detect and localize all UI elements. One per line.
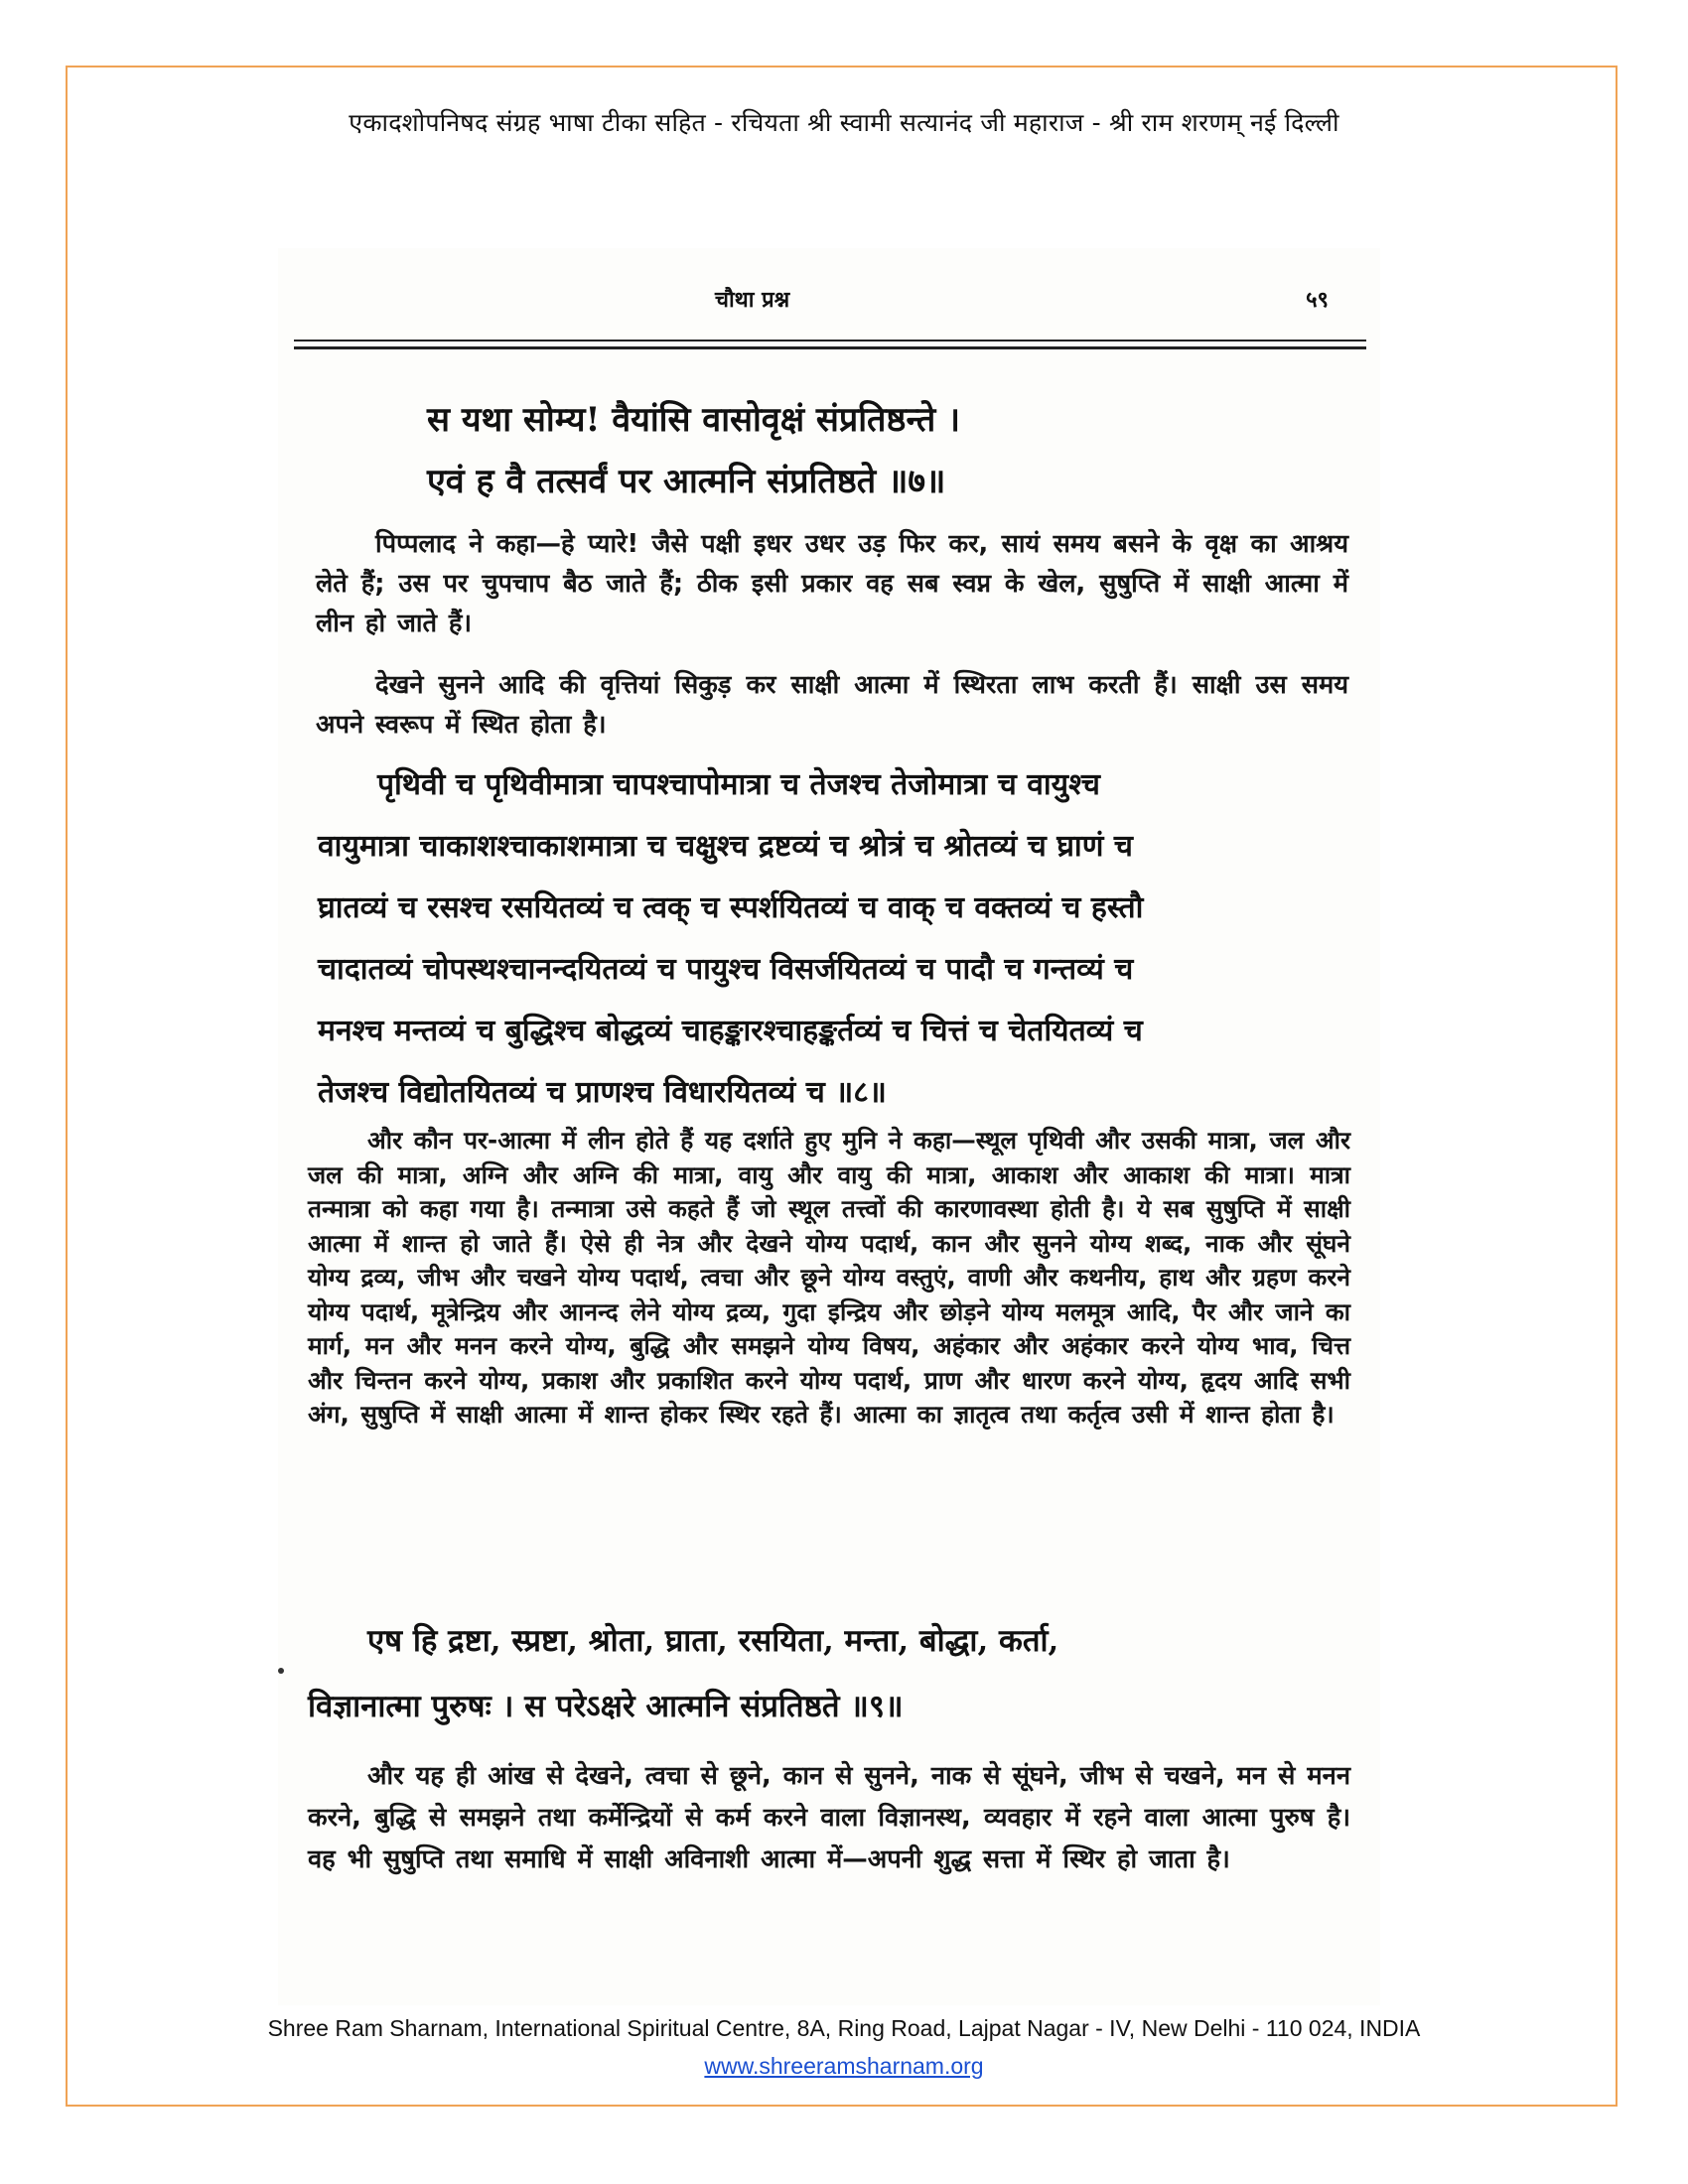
running-head: चौथा प्रश्न <box>715 288 790 313</box>
page-number: ५९ <box>1306 288 1329 313</box>
verse-line: पृथिवी च पृथिवीमात्रा चापश्चापोमात्रा च तेजश्च तेजोमात्रा च वायुश्च <box>377 767 1100 802</box>
verse-line: स यथा सोम्य! वैयांसि वासोवृक्षं संप्रतिष्ठन्ते । <box>427 400 961 440</box>
scan-speck <box>278 1668 284 1674</box>
footer-website <box>0 2053 1688 2080</box>
verse-8 <box>318 754 1143 1124</box>
verse-line: वायुमात्रा चाकाशश्चाकाशमात्रा च चक्षुश्च द्रष्टव्यं च श्रोत्रं च श्रोतव्यं च घ्राणं च <box>318 829 1133 864</box>
commentary-paragraph: और कौन पर-आत्मा में लीन होते हैं यह दर्शाते हुए मुनि ने कहा—स्थूल पृथिवी और उसकी मात्रा, जल और जल की मात्रा, अग्नि और अग्नि की मात्रा, वायु और वायु की मात्रा, आकाश और आकाश की मात्रा। मात्रा तन्मात्रा को कहा गया है। तन्मात्रा उसे कहते हैं जो स्थूल तत्त्वों की कारणावस्था होती है। ये सब सुषुप्ति में साक्षी आत्मा में शान्त हो जाते हैं। ऐसे ही नेत्र और देखने योग्य पदार्थ, कान और सुनने योग्य शब्द, नाक और सूंघने योग्य द्रव्य, जीभ और चखने योग्य पदार्थ, त्वचा और छूने योग्य वस्तुएं, वाणी और कथनीय, हाथ और ग्रहण करने योग्य पदार्थ, मूत्रेन्द्रिय और आनन्द लेने योग्य द्रव्य, गुदा इन्द्रिय और छोड़ने योग्य मलमूत्र आदि, पैर और जाने का मार्ग, मन और मनन करने योग्य, बुद्धि और समझने योग्य विषय, अहंकार और अहंकार करने योग्य भाव, चित्त और चिन्तन करने योग्य, प्रकाश और प्रकाशित करने योग्य पदार्थ, प्राण और धारण करने योग्य, हृदय आदि सभी अंग, सुषुप्ति में साक्षी आत्मा में शान्त होकर स्थिर रहते हैं। आत्मा का ज्ञातृत्व तथा कर्तृत्व उसी में शान्त होता है। <box>308 1126 1350 1429</box>
document-header: एकादशोपनिषद संग्रह भाषा टीका सहित - रचियता श्री स्वामी सत्यानंद जी महाराज - श्री राम शरणम् नई दिल्ली <box>349 108 1339 137</box>
verse-9 <box>308 1608 1058 1739</box>
commentary-paragraph: देखने सुनने आदि की वृत्तियां सिकुड़ कर साक्षी आत्मा में स्थिरता लाभ करती हैं। साक्षी उस समय अपने स्वरूप में स्थित होता है। <box>316 670 1348 740</box>
verse-line: चादातव्यं चोपस्थश्चानन्दयितव्यं च पायुश्च विसर्जयितव्यं च पादौ च गन्तव्यं च <box>318 952 1134 987</box>
verse-line: विज्ञानात्मा पुरुषः । स परेऽक्षरे आत्मनि संप्रतिष्ठते ॥९॥ <box>308 1689 904 1724</box>
header-rule <box>294 340 1366 349</box>
verse-line: एवं ह वै तत्सर्वं पर आत्मनि संप्रतिष्ठते ॥७॥ <box>427 462 946 501</box>
website-link[interactable]: www.shreeramsharnam.org <box>704 2053 984 2079</box>
verse-line: घ्रातव्यं च रसश्च रसयितव्यं च त्वक् च स्पर्शयितव्यं च वाक् च वक्तव्यं च हस्तौ <box>318 890 1144 925</box>
verse-7 <box>427 389 960 512</box>
footer-address: Shree Ram Sharnam, International Spiritual Centre, 8A, Ring Road, Lajpat Nagar - IV, New Delhi - 110 024, INDIA <box>267 2015 1421 2041</box>
commentary-paragraph: पिप्पलाद ने कहा—हे प्यारे! जैसे पक्षी इधर उधर उड़ फिर कर, सायं समय बसने के वृक्ष का आश्रय लेते हैं; उस पर चुपचाप बैठ जाते हैं; ठीक इसी प्रकार वह सब स्वप्न के खेल, सुषुप्ति में साक्षी आत्मा में लीन हो जाते हैं। <box>316 529 1348 638</box>
scanned-book-page <box>278 248 1380 2005</box>
commentary-paragraph: और यह ही आंख से देखने, त्वचा से छूने, कान से सुनने, नाक से सूंघने, जीभ से चखने, मन से मनन करने, बुद्धि से समझने तथा कर्मेन्द्रियों से कर्म करने वाला विज्ञानस्थ, व्यवहार में रहने वाला आत्मा पुरुष है। वह भी सुषुप्ति तथा समाधि में साक्षी अविनाशी आत्मा में—अपनी शुद्ध सत्ता में स्थिर हो जाता है। <box>308 1761 1350 1874</box>
verse-line: मनश्च मन्तव्यं च बुद्धिश्च बोद्धव्यं चाहङ्कारश्चाहङ्कर्तव्यं च चित्तं च चेतयितव्यं च <box>318 1014 1143 1048</box>
verse-line: तेजश्च विद्योतयितव्यं च प्राणश्च विधारयितव्यं च ॥८॥ <box>318 1075 887 1110</box>
verse-line: एष हि द्रष्टा, स्प्रष्टा, श्रोता, घ्राता, रसयिता, मन्ता, बोद्धा, कर्ता, <box>367 1623 1059 1659</box>
